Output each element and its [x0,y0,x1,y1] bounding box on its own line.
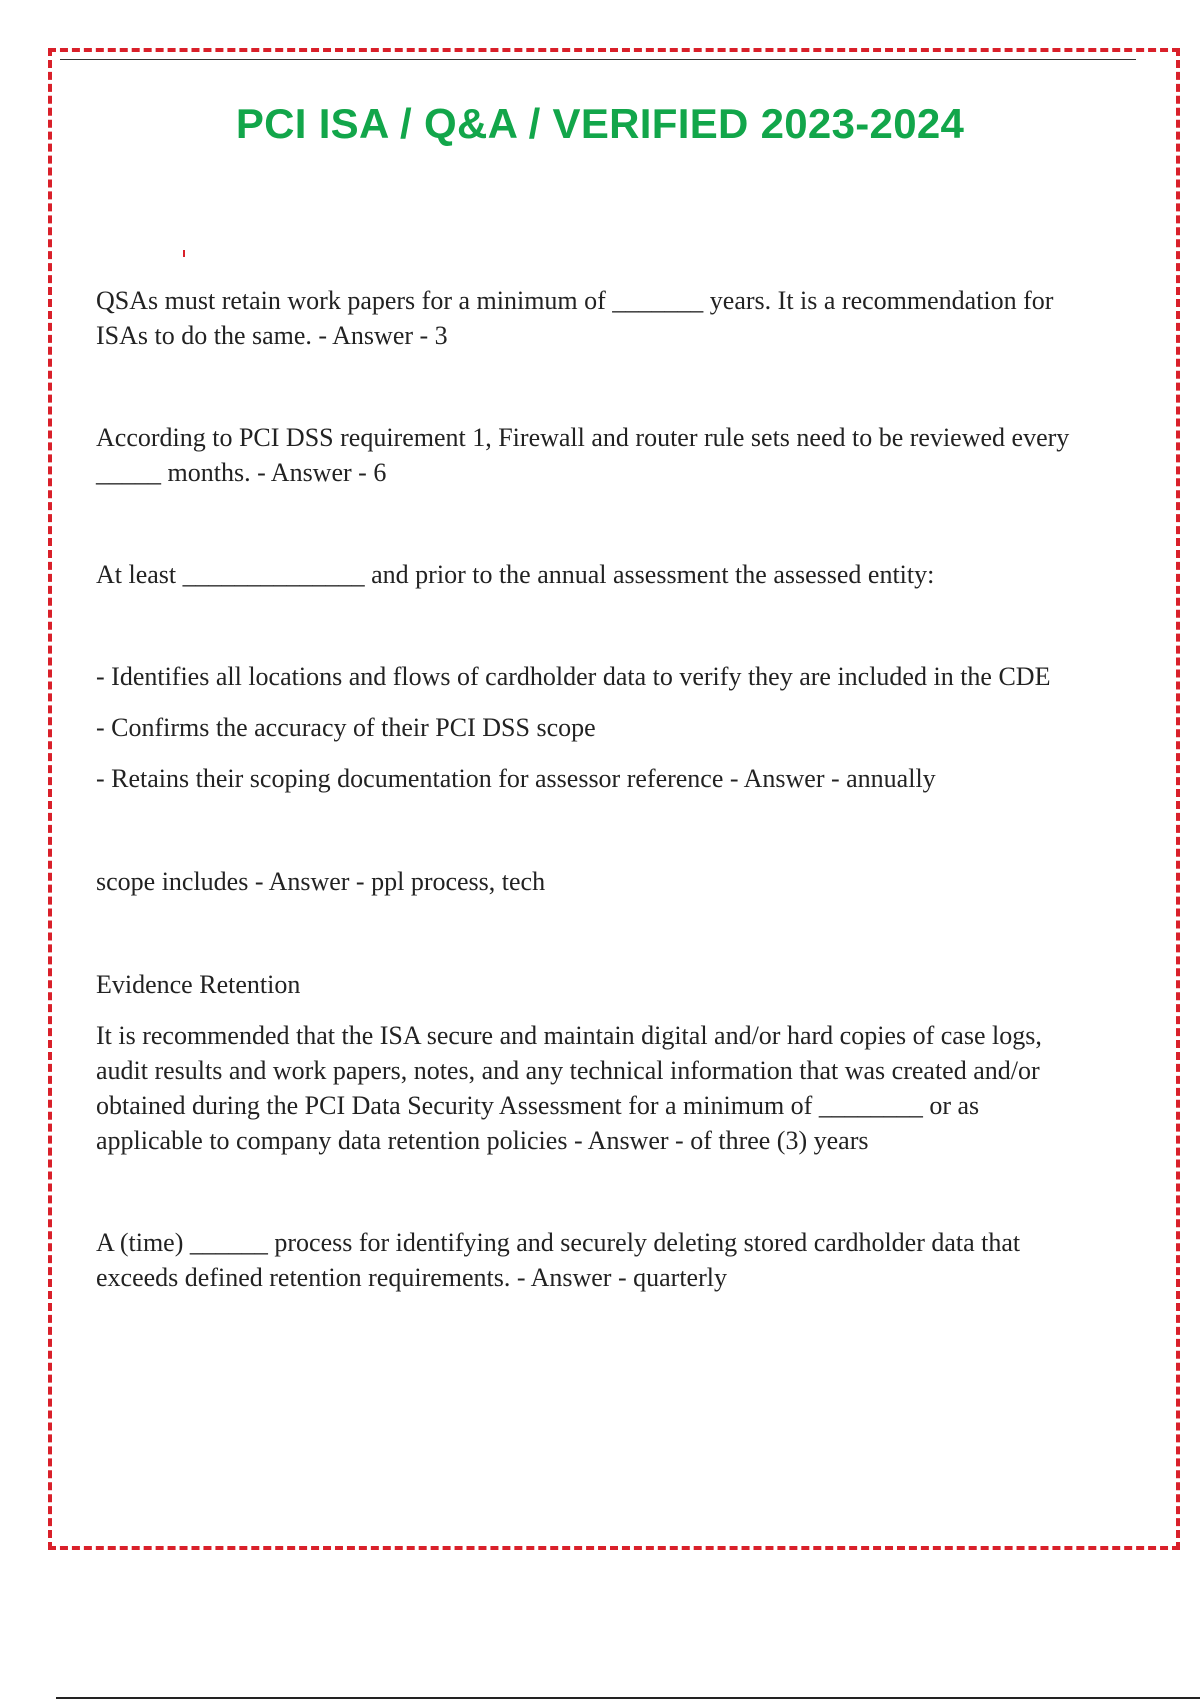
scope-bullet-confirms: - Confirms the accuracy of their PCI DSS scope [96,713,596,742]
question-scope-includes: scope includes - Answer - ppl process, tech [96,867,546,896]
scope-bullet-retains: - Retains their scoping documentation for assessor reference - Answer - annually [96,764,936,793]
question-evidence-retention: It is recommended that the ISA secure and maintain digital and/or hard copies of case logs, audit results and work papers, notes, and any technical information that was created and/or obtained during the PCI Data Security Assessment for a minimum of ________ or as applicable to company data retention policies - Answer - of three (3) years [96,1021,1042,1155]
evidence-retention-heading: Evidence Retention [96,970,301,999]
question-scope-frequency: At least ______________ and prior to the annual assessment the assessed entity: [96,560,935,589]
question-firewall-review: According to PCI DSS requirement 1, Firewall and router rule sets need to be reviewed every _____ months. - Answer - 6 [96,423,1070,487]
page-bottom-rule [56,1697,1200,1699]
scope-bullet-identifies: - Identifies all locations and flows of cardholder data to verify they are included in the CDE [96,662,1051,691]
frame-top-rule [60,59,1136,60]
document-title: PCI ISA / Q&A / VERIFIED 2023-2024 [235,100,965,147]
qa-content [96,283,1086,1295]
question-data-deletion: A (time) ______ process for identifying and securely deleting stored cardholder data that exceeds defined retention requirements. - Answer - quarterly [96,1228,1021,1292]
red-mark [183,250,185,257]
question-work-papers-retention: QSAs must retain work papers for a minimum of _______ years. It is a recommendation for ISAs to do the same. - Answer - 3 [96,286,1054,350]
